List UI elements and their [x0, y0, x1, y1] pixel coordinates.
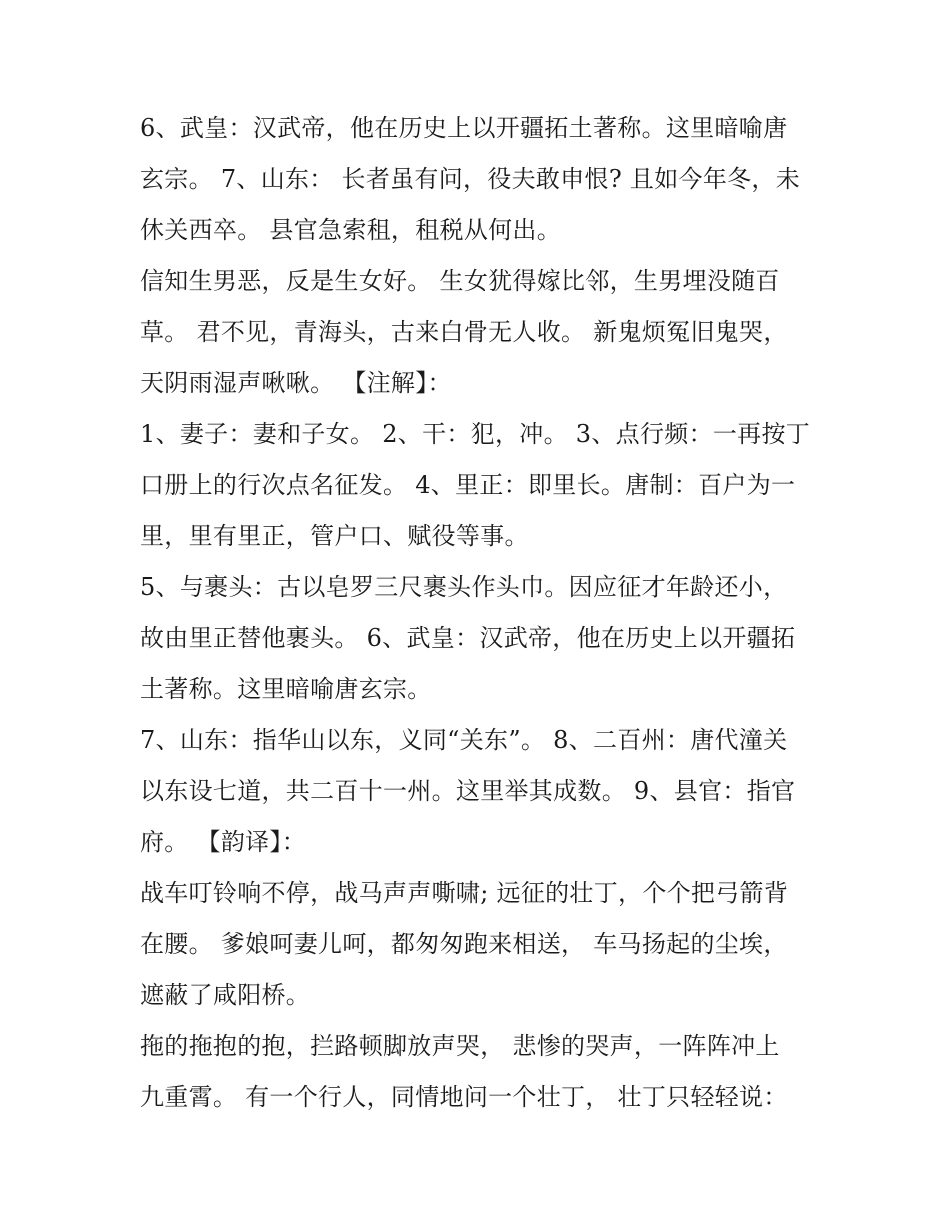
text-line: 5、与裹头：古以皂罗三尺裹头作头巾。因应征才年龄还小， [140, 573, 788, 601]
text-line: 玄宗。 7、山东： 长者虽有问，役夫敢申恨? 且如今年冬，未 [140, 165, 801, 193]
text-line: 战车叮铃响不停，战马声声嘶啸; 远征的壮丁，个个把弓箭背 [140, 879, 789, 907]
paragraph [140, 409, 830, 562]
text-line: 在腰。 爹娘呵妻儿呵，都匆匆跑来相送， 车马扬起的尘埃， [140, 930, 788, 958]
text-line: 土著称。这里暗喻唐玄宗。 [140, 675, 432, 703]
text-line: 信知生男恶，反是生女好。 生女犹得嫁比邻，生男埋没随百 [140, 267, 780, 295]
text-line: 天阴雨湿声啾啾。 【注解】： [140, 369, 452, 397]
text-line: 九重霄。 有一个行人，同情地问一个壮丁， 壮丁只轻轻说： [140, 1083, 788, 1111]
text-line: 口册上的行次点名征发。 4、里正：即里长。唐制：百户为一 [140, 471, 796, 499]
text-line: 休关西卒。 县官急索租，租税从何出。 [140, 216, 562, 244]
paragraph [140, 1021, 830, 1123]
text-line: 府。 【韵译】： [140, 828, 307, 856]
text-line: 故由里正替他裹头。 6、武皇：汉武帝，他在历史上以开疆拓 [140, 624, 796, 652]
text-line: 7、山东：指华山以东，义同“关东”。 8、二百州：唐代潼关 [140, 726, 788, 754]
paragraph [140, 562, 830, 715]
paragraph [140, 103, 830, 256]
text-line: 以东设七道，共二百十一州。这里举其成数。 9、县官：指官 [140, 777, 796, 805]
text-line: 1、妻子：妻和子女。 2、干：犯，冲。 3、点行频：一再按丁 [140, 420, 811, 448]
text-line: 6、武皇：汉武帝，他在历史上以开疆拓土著称。这里暗喻唐 [140, 114, 788, 142]
text-line: 拖的拖抱的抱，拦路顿脚放声哭， 悲惨的哭声，一阵阵冲上 [140, 1032, 780, 1060]
text-line: 遮蔽了咸阳桥。 [140, 981, 311, 1009]
text-line: 里，里有里正，管户口、赋役等事。 [140, 522, 529, 550]
document-body [140, 103, 830, 1123]
paragraph [140, 715, 830, 868]
paragraph [140, 868, 830, 1021]
paragraph [140, 256, 830, 409]
text-line: 草。 君不见，青海头，古来白骨无人收。 新鬼烦冤旧鬼哭， [140, 318, 788, 346]
